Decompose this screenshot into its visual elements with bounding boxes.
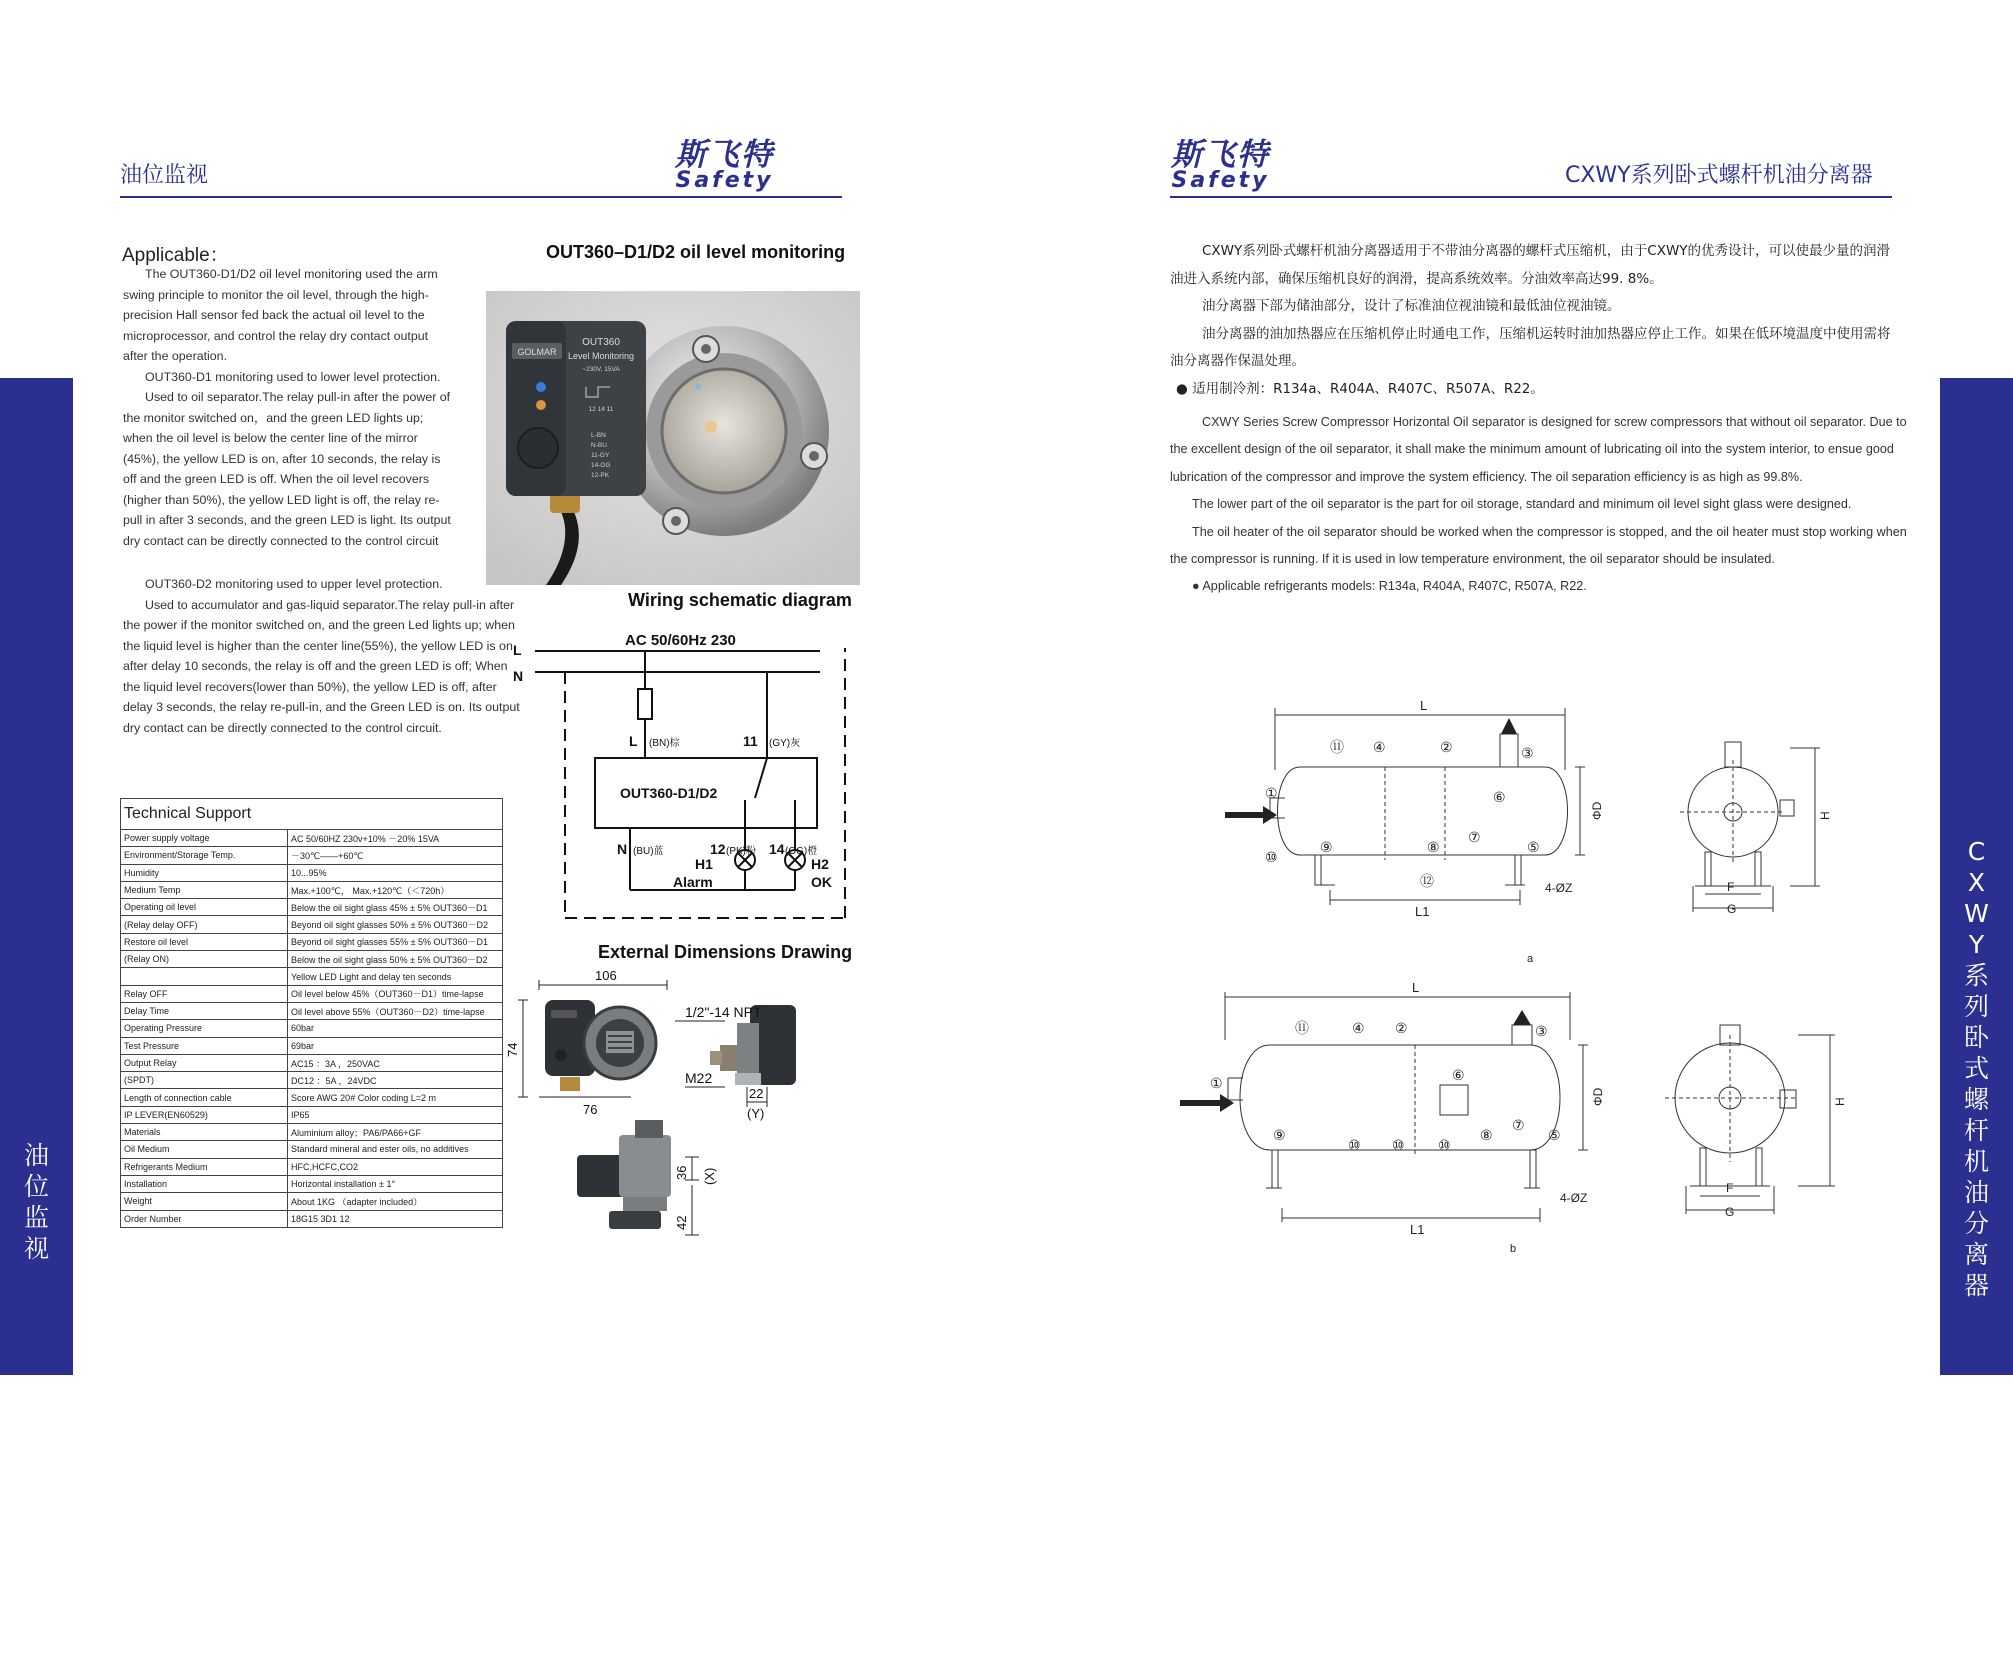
tech-row <box>121 916 503 933</box>
b-num-7: ⑦ <box>1512 1117 1525 1133</box>
a-num-7: ⑦ <box>1468 829 1481 845</box>
tech-param: (Relay ON) <box>121 951 288 968</box>
applicable-text <box>123 264 456 551</box>
product-photo <box>486 291 860 585</box>
a-num-2: ② <box>1440 739 1453 755</box>
tech-row <box>121 881 503 898</box>
applicable-p4: OUT360-D2 monitoring used to upper level protection. <box>145 577 443 591</box>
b-F: F <box>1726 1181 1734 1195</box>
tech-value: Score AWG 20# Color coding L=2 m <box>288 1089 503 1106</box>
dim-74: 74 <box>505 1042 520 1057</box>
tech-param: Operating oil level <box>121 899 288 916</box>
applicable-p2: OUT360-D1 monitoring used to lower level protection. <box>145 369 441 384</box>
tech-param: Refrigerants Medium <box>121 1158 288 1175</box>
b-G: G <box>1725 1205 1735 1219</box>
tech-value: Below the oil sight glass 45% ± 5% OUT360－D1 <box>288 899 503 916</box>
right-page-number: 48 <box>1963 1643 1990 1670</box>
tech-row <box>121 1020 503 1037</box>
b-num-6: ⑥ <box>1452 1067 1465 1083</box>
tech-row <box>121 968 503 985</box>
tech-row <box>121 830 503 847</box>
tech-param: Oil Medium <box>121 1141 288 1158</box>
cn-p3: 油分离器的油加热器应在压缩机停止时通电工作，压缩机运转时油加热器应停止工作。如果在低环境温度中使用需将油分离器作保温处理。 <box>1170 325 1891 369</box>
device-rating-label: ~230V, 15VA <box>582 366 620 373</box>
wiring-h1-label: Alarm <box>673 874 713 890</box>
b-Z: 4-ØZ <box>1560 1191 1588 1205</box>
tech-value: IP65 <box>288 1106 503 1123</box>
tech-param: Restore oil level <box>121 933 288 950</box>
tech-row <box>121 1175 503 1192</box>
tech-param: Delay Time <box>121 1002 288 1019</box>
applicable-heading: Applicable： <box>122 245 229 266</box>
b-L1: L1 <box>1410 1222 1425 1237</box>
tech-support-table <box>120 798 503 1228</box>
tech-value: HFC,HCFC,CO2 <box>288 1158 503 1175</box>
dim-npt: 1/2"-14 NPT <box>685 1004 762 1020</box>
wiring-L-label: L <box>513 642 522 658</box>
separator-drawing-b <box>1170 980 1870 1260</box>
wiring-heading: Wiring schematic diagram <box>628 590 852 610</box>
wiring-t12: 12 <box>710 841 726 857</box>
dim-76: 76 <box>583 1102 598 1117</box>
wiring-tN-color: (BU)蓝 <box>633 846 664 857</box>
tech-value: Max.+100℃， Max.+120℃（＜720h） <box>288 881 503 898</box>
en-p4: ● Applicable refrigerants models: R134a, R404A, R407C, R507A, R22. <box>1192 579 1587 594</box>
tech-param <box>121 968 288 985</box>
b-L: L <box>1412 980 1420 995</box>
tech-param: Materials <box>121 1124 288 1141</box>
tech-value: Horizontal installation ± 1° <box>288 1175 503 1192</box>
tech-value: 18G15 3D1 12 <box>288 1210 503 1227</box>
en-p1: CXWY Series Screw Compressor Horizontal Oil separator is designed for screw compressors that without oil separator. Due to the excellent design of the oil separator, it shall make the minimum amount of lubricating oil into the system interior, to ensue good lubrication of the compressor and improve the system efficiency. The oil separation efficiency is as high as 99.8%. <box>1170 415 1907 484</box>
b-H: H <box>1833 1097 1847 1106</box>
tech-row <box>121 1193 503 1210</box>
a-num-10: ⑩ <box>1265 849 1278 865</box>
tech-row <box>121 1141 503 1158</box>
left-header-title: 油位监视 <box>120 163 209 188</box>
tech-value: DC12 ：5A ，24VDC <box>288 1072 503 1089</box>
a-L: L <box>1420 698 1428 713</box>
a-F: F <box>1727 880 1735 894</box>
right-sidebar-label: C X W Y 系 列 卧 式 螺 杆 机 油 分 离 器 <box>1963 837 1989 1300</box>
wiring-t14-color: (OG)橙 <box>785 846 818 857</box>
tech-value: －30℃——+60℃ <box>288 847 503 864</box>
b-num-4: ④ <box>1352 1020 1365 1036</box>
wiring-h1: H1 <box>695 856 713 872</box>
wiring-diagram <box>505 628 850 926</box>
tech-value: 60bar <box>288 1020 503 1037</box>
cn-description <box>1170 238 1895 403</box>
tech-param: Power supply voltage <box>121 830 288 847</box>
dimensions-drawing <box>505 965 855 1245</box>
a-num-6: ⑥ <box>1493 789 1506 805</box>
cn-p1: CXWY系列卧式螺杆机油分离器适用于不带油分离器的螺杆式压缩机，由于CXWY的优秀设计，可以使最少量的润滑油进入系统内部，确保压缩机良好的润滑，提高系统效率。分油效率高达99. 8%。 <box>1170 243 1891 287</box>
wiring-t11: 11 <box>743 733 758 749</box>
device-terminal-numbers: 12 14 11 <box>588 406 614 413</box>
a-num-1: ① <box>1265 785 1278 801</box>
a-caption: a <box>1527 953 1534 965</box>
b-num-8: ⑧ <box>1480 1127 1493 1143</box>
dim-y: (Y) <box>747 1106 765 1121</box>
a-L1: L1 <box>1415 904 1430 919</box>
tech-value: About 1KG （adapter included） <box>288 1193 503 1210</box>
applicable-p3: Used to oil separator.The relay pull-in after the power of the monitor switched on，and the green LED lights up; when the oil level is below the center line of the mirror (45%), the yellow LED is on, after 10 seconds, the relay is off and the green LED is off. When the oil level recovers (higher than 50%), the yellow LED light is off, the relay re-pull in after 3 seconds, and the green LED is light. Its output dry contact can be directly connected to the control circuit <box>123 390 451 548</box>
tech-row <box>121 864 503 881</box>
tech-row <box>121 1106 503 1123</box>
tech-row <box>121 847 503 864</box>
dim-106: 106 <box>595 968 617 983</box>
tech-param: IP LEVER(EN60529) <box>121 1106 288 1123</box>
left-page-number: 47 <box>23 1643 50 1670</box>
b-num-11: ⑪ <box>1295 1020 1309 1036</box>
right-header-title: CXWY系列卧式螺杆机油分离器 <box>1565 163 1873 188</box>
tech-value: Beyond oil sight glasses 55% ± 5% OUT360－D1 <box>288 933 503 950</box>
tech-value: Oil level above 55%（OUT360－D2）time-lapse <box>288 1002 503 1019</box>
device-terminal-2: N-BU <box>591 442 607 449</box>
device-terminal-3: 11-GY <box>591 452 610 459</box>
left-sidebar-label: 油 位 监 视 <box>23 1141 49 1263</box>
wiring-N-label: N <box>513 668 524 684</box>
cn-p4: ● 适用制冷剂：R134a、R404A、R407C、R507A、R22。 <box>1176 380 1544 397</box>
product-heading: OUT360–D1/D2 oil level monitoring <box>546 242 846 262</box>
a-num-8: ⑧ <box>1427 839 1440 855</box>
tech-param: Output Relay <box>121 1054 288 1071</box>
tech-row <box>121 1072 503 1089</box>
a-H: H <box>1818 811 1832 820</box>
separator-drawing-a <box>1215 690 1835 970</box>
tech-param: Humidity <box>121 864 288 881</box>
device-subtitle-label: Level Monitoring <box>567 351 635 361</box>
tech-param: Length of connection cable <box>121 1089 288 1106</box>
tech-row <box>121 1124 503 1141</box>
right-header-rule <box>1170 196 1892 198</box>
tech-row <box>121 1037 503 1054</box>
tech-value: Standard mineral and ester oils, no additives <box>288 1141 503 1158</box>
tech-value: AC15 ：3A ，250VAC <box>288 1054 503 1071</box>
a-num-3: ③ <box>1521 745 1534 761</box>
tech-row <box>121 1002 503 1019</box>
tech-value: Yellow LED Light and delay ten seconds <box>288 968 503 985</box>
tech-value: Oil level below 45%（OUT360－D1）time-lapse <box>288 985 503 1002</box>
a-num-5: ⑤ <box>1527 839 1540 855</box>
tech-param: Environment/Storage Temp. <box>121 847 288 864</box>
dim-36: 36 <box>674 1165 689 1180</box>
applicable-p5: Used to accumulator and gas-liquid separator.The relay pull-in after the power if the monitor switched on, and the green Led lights up; when the liquid level is higher than the center line(55%), the yellow LED is on, after delay 10 seconds, the relay is off and the green LED is off; When the liquid level recovers(lower than 50%), the yellow LED is off, after delay 3 seconds, the relay re-pull-in, and the Green LED is on. Its output dry contact can be directly connected to the control circuit. <box>123 597 520 735</box>
tech-value: 69bar <box>288 1037 503 1054</box>
tech-param: Weight <box>121 1193 288 1210</box>
wiring-box-label: OUT360-D1/D2 <box>620 785 718 801</box>
tech-row <box>121 1210 503 1227</box>
tech-value: Aluminium alloy；PA6/PA66+GF <box>288 1124 503 1141</box>
wiring-tL-color: (BN)棕 <box>649 738 680 749</box>
left-sidebar <box>0 378 73 1670</box>
tech-row <box>121 899 503 916</box>
applicable-p1: The OUT360-D1/D2 oil level monitoring used the arm swing principle to monitor the oil level, through the high-precision Hall sensor fed back the actual oil level to the microprocessor, and control the relay dry contact output after the operation. <box>123 267 438 363</box>
b-num-9: ⑨ <box>1273 1127 1286 1143</box>
tech-row <box>121 933 503 950</box>
b-num-1: ① <box>1210 1075 1223 1091</box>
wiring-tN: N <box>617 841 628 857</box>
tech-param: Order Number <box>121 1210 288 1227</box>
dim-x: (X) <box>702 1167 717 1185</box>
tech-table-title: Technical Support <box>121 799 503 830</box>
tech-value: Beyond oil sight glasses 50% ± 5% OUT360－D2 <box>288 916 503 933</box>
a-G: G <box>1727 902 1737 916</box>
tech-param: Installation <box>121 1175 288 1192</box>
wiring-h2: H2 <box>811 856 829 872</box>
tech-value: Below the oil sight glass 50% ± 5% OUT360－D2 <box>288 951 503 968</box>
tech-row <box>121 951 503 968</box>
en-p2: The lower part of the oil separator is the part for oil storage, standard and minimum oil level sight glass were designed. <box>1192 497 1852 512</box>
dim-42: 42 <box>674 1215 689 1230</box>
tech-param: Operating Pressure <box>121 1020 288 1037</box>
a-Z: 4-ØZ <box>1545 881 1573 895</box>
dim-m22: M22 <box>685 1070 713 1086</box>
left-header-rule <box>120 196 842 198</box>
tech-param: (Relay delay OFF) <box>121 916 288 933</box>
b-OD: ΦD <box>1591 1087 1605 1106</box>
right-sidebar <box>1940 378 2013 1670</box>
tech-param: Test Pressure <box>121 1037 288 1054</box>
b-num-10: ⑩ <box>1348 1137 1361 1153</box>
b-caption: b <box>1510 1243 1517 1255</box>
en-p3: The oil heater of the oil separator should be worked when the compressor is stopped, and the oil heater must stop working when the compressor is running. If it is used in low temperature environment, the oil separator should be insulated. <box>1170 524 1907 567</box>
wiring-h2-label: OK <box>811 874 832 890</box>
tech-row <box>121 1089 503 1106</box>
tech-value: AC 50/60HZ 230v+10% －20% 15VA <box>288 830 503 847</box>
a-num-4: ④ <box>1373 739 1386 755</box>
device-terminal-5: 12-PK <box>591 472 610 479</box>
applicable-text-2 <box>123 574 523 738</box>
wiring-tL: L <box>629 733 638 749</box>
a-num-12: ⑫ <box>1420 873 1434 889</box>
tech-value: 10...95% <box>288 864 503 881</box>
a-num-9: ⑨ <box>1320 839 1333 855</box>
device-brand-label: GOLMAR <box>517 347 557 357</box>
tech-row <box>121 1158 503 1175</box>
a-num-11: ⑪ <box>1330 739 1344 755</box>
tech-param: Relay OFF <box>121 985 288 1002</box>
wiring-t12-color: (PK)粉 <box>726 846 756 857</box>
b-num-5: ⑤ <box>1548 1127 1561 1143</box>
tech-param: (SPDT) <box>121 1072 288 1089</box>
cn-p2: 油分离器下部为储油部分，设计了标准油位视油镜和最低油位视油镜。 <box>1202 298 1621 314</box>
b-num-2: ② <box>1395 1020 1408 1036</box>
dim-22: 22 <box>749 1086 764 1101</box>
tech-row <box>121 985 503 1002</box>
b-num-3: ③ <box>1535 1023 1548 1039</box>
device-model-label: OUT360 <box>582 337 620 348</box>
dimensions-heading: External Dimensions Drawing <box>598 942 853 962</box>
wiring-t14: 14 <box>769 841 785 857</box>
device-terminal-4: 14-OG <box>591 462 611 469</box>
left-logo: 斯飞特 Safety <box>675 137 774 193</box>
b-num-10c: ⑩ <box>1438 1137 1451 1153</box>
tech-param: Medium Temp <box>121 881 288 898</box>
en-description <box>1170 409 1910 601</box>
device-terminal-1: L-BN <box>591 432 606 439</box>
a-OD: ΦD <box>1590 801 1604 820</box>
tech-row <box>121 1054 503 1071</box>
right-logo: 斯飞特 Safety <box>1171 137 1270 193</box>
b-num-10b: ⑩ <box>1392 1137 1405 1153</box>
wiring-supply-label: AC 50/60Hz 230 <box>625 632 736 649</box>
wiring-t11-color: (GY)灰 <box>769 738 801 749</box>
